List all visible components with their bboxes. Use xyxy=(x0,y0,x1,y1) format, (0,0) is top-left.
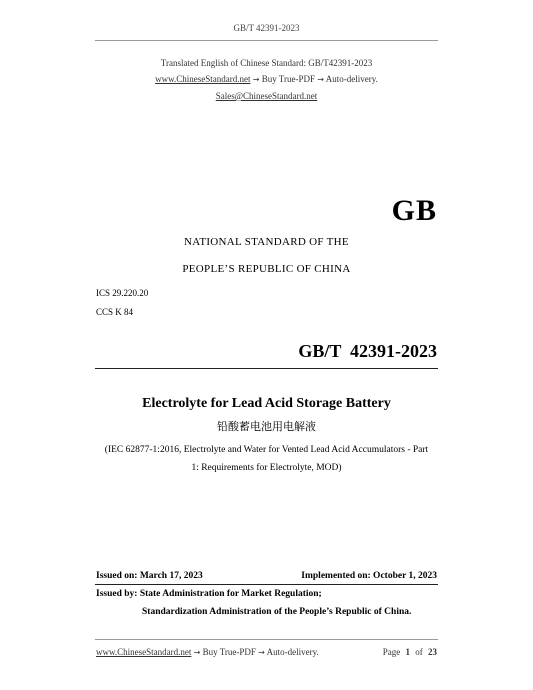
gb-logo: GB xyxy=(391,194,437,227)
footer-chinesestandard-link[interactable]: www.ChineseStandard.net xyxy=(96,647,192,657)
email-line xyxy=(0,91,533,101)
header-divider xyxy=(95,40,438,41)
national-standard-line2: PEOPLE’S REPUBLIC OF CHINA xyxy=(182,263,351,275)
standard-code: GB/T 42391-2023 xyxy=(298,341,437,361)
page-indicator xyxy=(383,647,437,657)
buy-true-pdf-text: Buy True-PDF xyxy=(261,74,315,84)
page-total: 23 xyxy=(428,647,437,657)
english-title: Electrolyte for Lead Acid Storage Battery xyxy=(142,396,391,411)
chinese-title: 铅酸蓄电池用电解液 xyxy=(217,420,316,433)
footer-buy-true-pdf-text: Buy True-PDF xyxy=(202,647,256,657)
sales-email-link[interactable]: Sales@ChineseStandard.net xyxy=(215,91,318,101)
page-of-label: of xyxy=(415,647,423,657)
purchase-line xyxy=(0,74,533,84)
chinesestandard-link[interactable]: www.ChineseStandard.net xyxy=(155,74,251,84)
footer-auto-delivery-text: Auto-delivery. xyxy=(266,647,319,657)
footer-purchase-line xyxy=(96,647,319,657)
code-divider xyxy=(95,368,438,369)
page-label: Page xyxy=(382,647,401,657)
page-current: 1 xyxy=(405,647,410,657)
ccs-code: CCS K 84 xyxy=(96,307,134,317)
translation-notice: Translated English of Chinese Standard: GB/T42391-2023 xyxy=(160,58,373,68)
ics-code: ICS 29.220.20 xyxy=(96,288,149,298)
iec-reference-line1: (IEC 62877-1:2016, Electrolyte and Water for Vented Lead Acid Accumulators - Part xyxy=(104,445,429,455)
dates-divider xyxy=(95,584,438,585)
footer-divider xyxy=(95,639,438,640)
issuer-line2: Standardization Administration of the People’s Republic of China. xyxy=(142,607,412,617)
issuer-line1: Issued by: State Administration for Market Regulation; xyxy=(96,589,322,599)
arrow-right-icon: → xyxy=(193,648,201,657)
arrow-right-icon: → xyxy=(252,75,260,84)
iec-reference-line2: 1: Requirements for Electrolyte, MOD) xyxy=(191,463,342,473)
arrow-right-icon: → xyxy=(258,648,265,657)
national-standard-line1: NATIONAL STANDARD OF THE xyxy=(184,236,349,248)
arrow-right-icon: → xyxy=(317,75,324,84)
implemented-date: Implemented on: October 1, 2023 xyxy=(301,571,437,581)
auto-delivery-text: Auto-delivery. xyxy=(325,74,378,84)
issued-date: Issued on: March 17, 2023 xyxy=(96,571,203,581)
running-header: GB/T 42391-2023 xyxy=(233,23,300,33)
